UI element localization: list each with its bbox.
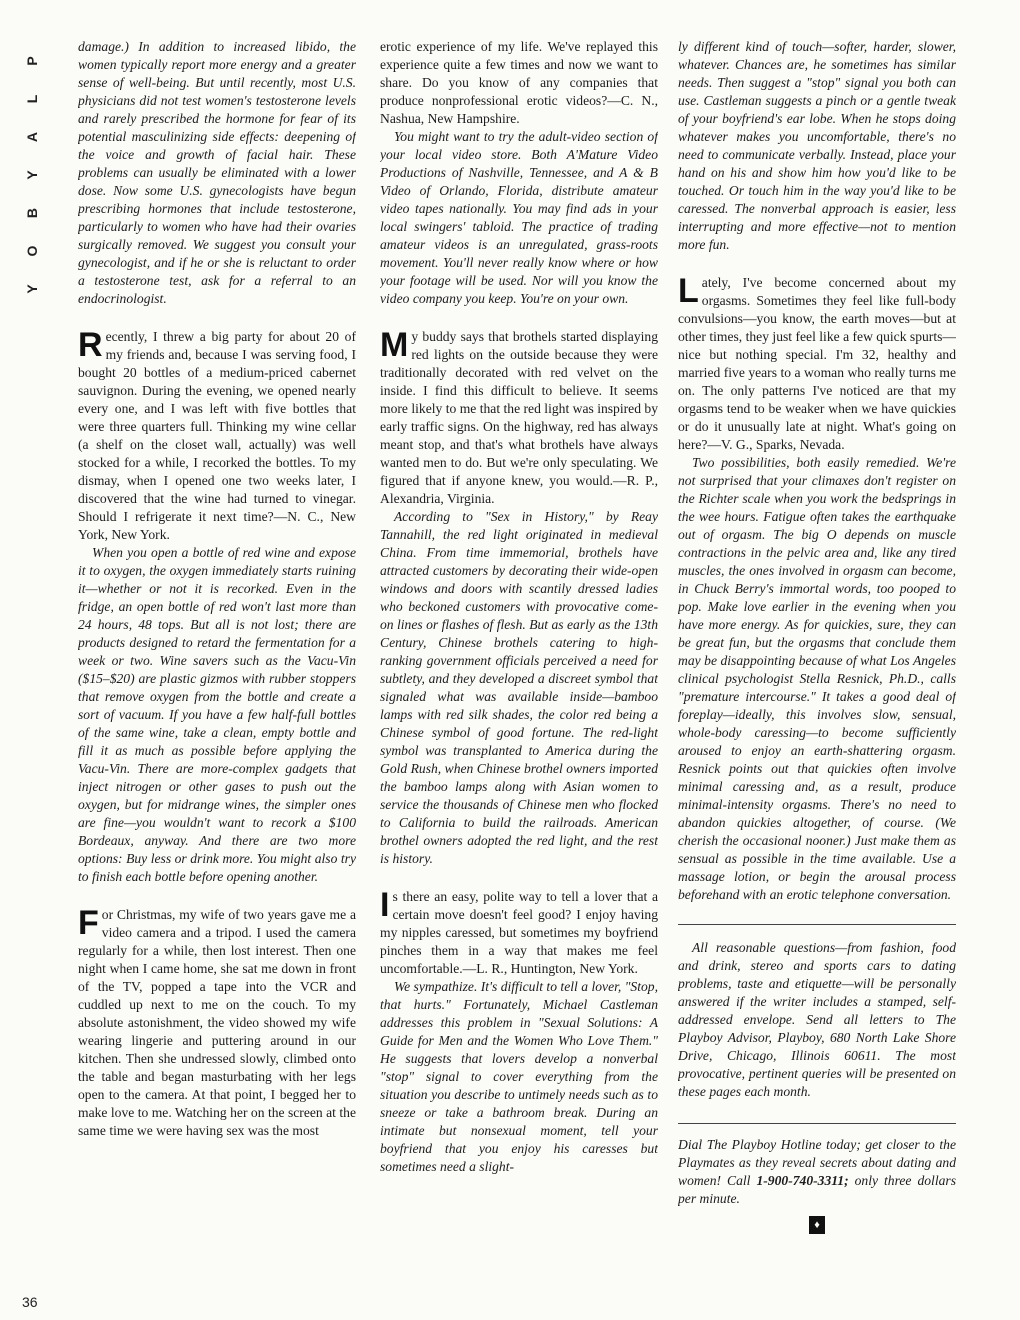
drop-cap: M (380, 326, 409, 364)
column-2 (380, 38, 658, 1310)
answer-text: When you open a bottle of red wine and expose it to oxygen, the oxygen immediately starts ruining it—whether or not it is recorked. Even in the fridge, an open bottle of red won't last more than 24 hours, 48 tops. But all is not lost; there are products designed to retard the fermentation for a week or two. Wine savers such as the Vacu-Vin ($15–$20) are plastic gizmos with rubber stoppers that remove oxygen from the bottle and create a sort of vacuum. If you have a few half-full bottles of the same wine, take a clean, empty bottle and fill it as much as possible before applying the Vacu-Vin. There are more-complex gadgets that inject nitrogen or other gases to push out the oxygen, but for midrange wines, the simpler ones are fine—you wouldn't want to recork a $100 Bordeaux, anyway. And there are two more options: Buy less or drink more. You might also try to finish each bottle before opening another. (78, 545, 356, 884)
qa-wine (78, 328, 356, 886)
rabbit-logo-icon: ♦ (809, 1216, 825, 1234)
side-title-letter: L (24, 94, 40, 104)
answer-text: According to "Sex in History," by Reay Tannahill, the red light originated in medieval China. From time immemorial, brothels have attracted customers by decorating their wide-open windows and doors with scantily dressed ladies who beckoned customers with provocative come-on lines or flashes of flesh. But as early as the 13th Century, Chinese brothels catering to high-ranking government officials perceived a need for subtlety, and they developed a discreet symbol that signaled what was available inside—bamboo lamps with red silk shades, the color red being a Chinese symbol of good fortune. The red-light symbol was transplanted to America during the Gold Rush, when Chinese brothel owners imported the bamboo lamps along with Asian women to service the thousands of Chinese men who flocked to California to build the railroads. American brothel owners adopted the red light, and the rest is history. (380, 509, 658, 866)
question-text: My buddy says that brothels started displaying red lights on the outside because they were traditionally decorated with red velvet on the inside. I find this difficult to believe. It seems more likely to me that the red light was inspired by early traffic signs. On the highway, red has always meant stop, and that's what brothels have always wanted men to do. But we're only speculating. We figured that if anyone knew, you would.—R. P., Alexandria, Virginia. (380, 326, 658, 506)
answer-continued (78, 38, 356, 308)
question-text: Recently, I threw a big party for about 20 of my friends and, because I was serving food, I bought 20 bottles of a medium-priced cabernet sauvignon. During the evening, we opened nearly every one, and I was left with five bottles that were three quarters full. Thinking my wine cellar (a shelf on the closet wall, actually) was well stocked for a while, I recorked the bottles. To my dismay, when I opened one two weeks later, I discovered that the wine had turned to vinegar. Should I refrigerate it next time?—N. C., New York, New York. (78, 326, 356, 542)
answer-continued (678, 38, 956, 254)
column-1 (78, 38, 356, 1310)
answer-text: We sympathize. It's difficult to tell a lover, "Stop, that hurts." Fortunately, Michael Castleman addresses this problem in "Sexual Solutions: A Guide for Men and the Women Who Love Them." He suggests that lovers develop a nonverbal "stop" signal to cover everything from the situation you describe to untimely needs such as to sneeze or take a bathroom break. During an intimate but nonsexual moment, tell your boyfriend that you enjoy his caresses but sometimes need a slight- (380, 979, 658, 1174)
magazine-side-title (22, 42, 56, 302)
drop-cap: R (78, 326, 103, 364)
hotline-promo: Dial The Playboy Hotline today; get closer to the Playmates as they reveal secrets about dating and women! Call 1-900-740-3311; only three dollars per minute. (678, 1123, 956, 1208)
question-text: Is there an easy, polite way to tell a lover that a certain move doesn't feel good? I enjoy having my nipples caressed, but sometimes my boyfriend pinches them in a way that makes me feel uncomfortable.—L. R., Huntington, New York. (380, 886, 658, 976)
side-title-letter: B (24, 207, 40, 219)
qa-video-start (78, 906, 356, 1140)
side-title-letter: Y (24, 170, 40, 180)
qa-video-cont (380, 38, 658, 308)
answer-text: Two possibilities, both easily remedied. We're not surprised that your climaxes don't register on the Richter scale when you work the bedsprings in the wee hours. Fatigue often takes the earthquake out of orgasm. The big O depends on muscle contractions in the pelvic area and, like any tired muscles, the ones involved in orgasm can become, in Chuck Berry's immortal words, too pooped to pop. Make love earlier in the evening when you have more energy. As for quickies, sure, they can be great fun, but the orgasms that conclude them may be disappointing because of what Los Angeles clinical psychologist Stella Resnick, Ph.D., calls "premature intercourse." It takes a good deal of foreplay—ideally, this involves slow, sensual, whole-body caressing—to become sufficiently aroused to enjoy an earth-shattering orgasm. Resnick points out that quickies often involve minimal caressing and, as a result, produce minimal-intensity orgasms. There's no need to abandon quickies altogether, of course. (We cherish the occasional nooner.) Just make them as sensual as possible in the time available. Use a massage lotion, or begin the arousal process beforehand with an erotic telephone conversation. (678, 455, 956, 902)
side-title-letter: P (24, 56, 40, 66)
question-text: erotic experience of my life. We've replayed this experience quite a few times and now we want to share. Do you know of any companies that produce nonprofessional erotic videos?—C. N., Nashua, New Hampshire. (380, 39, 658, 126)
page-number: 36 (22, 1294, 38, 1310)
question-text: For Christmas, my wife of two years gave me a video camera and a tripod. I used the camera regularly for a while, then lost interest. Then one night when I came home, she sat me down in front of the TV, popped a tape into the VCR and cuddled up next to me on the couch. To my absolute astonishment, the video showed my wife wearing lingerie and puttering around in our kitchen. Then she undressed slowly, climbed onto the table and began masturbating with her legs open to the camera. At that point, I begged her to make love to me. Watching her on the screen at the same time we were having sex was the most (78, 904, 356, 1138)
answer-text: You might want to try the adult-video section of your local video store. Both A'Mature Video Productions of Nashville, Tennessee, and A & B Video of Orlando, Florida, distribute amateur video tapes nationally. You may find ads in your local swingers' tabloid. The practice of trading amateur videos is an unregulated, grass-roots movement. You'll never really know where or how your footage will be used. Nor will you know the video company you keep. You're on your own. (380, 129, 658, 306)
answer-text: ly different kind of touch—softer, harder, slower, whatever. Chances are, he sometimes has similar needs. Then suggest a "stop" signal you both can use. Castleman suggests a pinch or a gentle tweak of your boyfriend's ear lobe. When he stops doing whatever makes you uncomfortable, there's no need to communicate verbally. Instead, place your hand on his and show him how you'd like to be touched. Or touch him in the way you'd like to be caressed. The nonverbal approach is easier, less interrupting and more effective—not to mention more fun. (678, 39, 956, 252)
qa-nonverbal (380, 888, 658, 1176)
answer-text: damage.) In addition to increased libido, the women typically report more energy and a greater sense of well-being. But until recently, most U.S. physicians did not test women's testosterone levels and rarely prescribed the hormone for fear of its potential masculinizing side effects: deepening of the voice and growth of facial hair. These problems can usually be eliminated with a lower dose. Now some U.S. gynecologists have begun prescribing hormones that include testosterone, particularly to women who have had their ovaries surgically removed. We suggest you consult your gynecologist, and if he or she is reluctant to order a testosterone test, ask for a referral to an endocrinologist. (78, 39, 356, 306)
drop-cap: I (380, 886, 390, 924)
hotline-number: 1-900-740-3311; (756, 1173, 849, 1188)
question-text: Lately, I've become concerned about my orgasms. Sometimes they feel like full-body convulsions—you know, the earth moves—but at other times, they just feel like a few quick spurts—nice but nothing special. I'm 32, healthy and married five years to a woman who really turns me on. The only patterns I've noticed are that my orgasms tend to be weaker when we have quickies or do it unusually late at night. What's going on here?—V. G., Sparks, Nevada. (678, 272, 956, 452)
column-3 (678, 38, 956, 1310)
qa-red-light (380, 328, 658, 868)
qa-orgasms (678, 274, 956, 904)
side-title-letter: A (24, 131, 40, 143)
side-title-letter: Y (24, 284, 40, 294)
drop-cap: L (678, 272, 699, 310)
letters-notice: All reasonable questions—from fashion, food and drink, stereo and sports cars to dating problems, taste and etiquette—will be personally answered if the writer includes a stamped, self-addressed envelope. Send all letters to The Playboy Advisor, Playboy, 680 North Lake Shore Drive, Chicago, Illinois 60611. The most provocative, pertinent queries will be presented on these pages each month. (678, 924, 956, 1101)
side-title-letter: O (24, 245, 40, 257)
drop-cap: F (78, 904, 99, 942)
